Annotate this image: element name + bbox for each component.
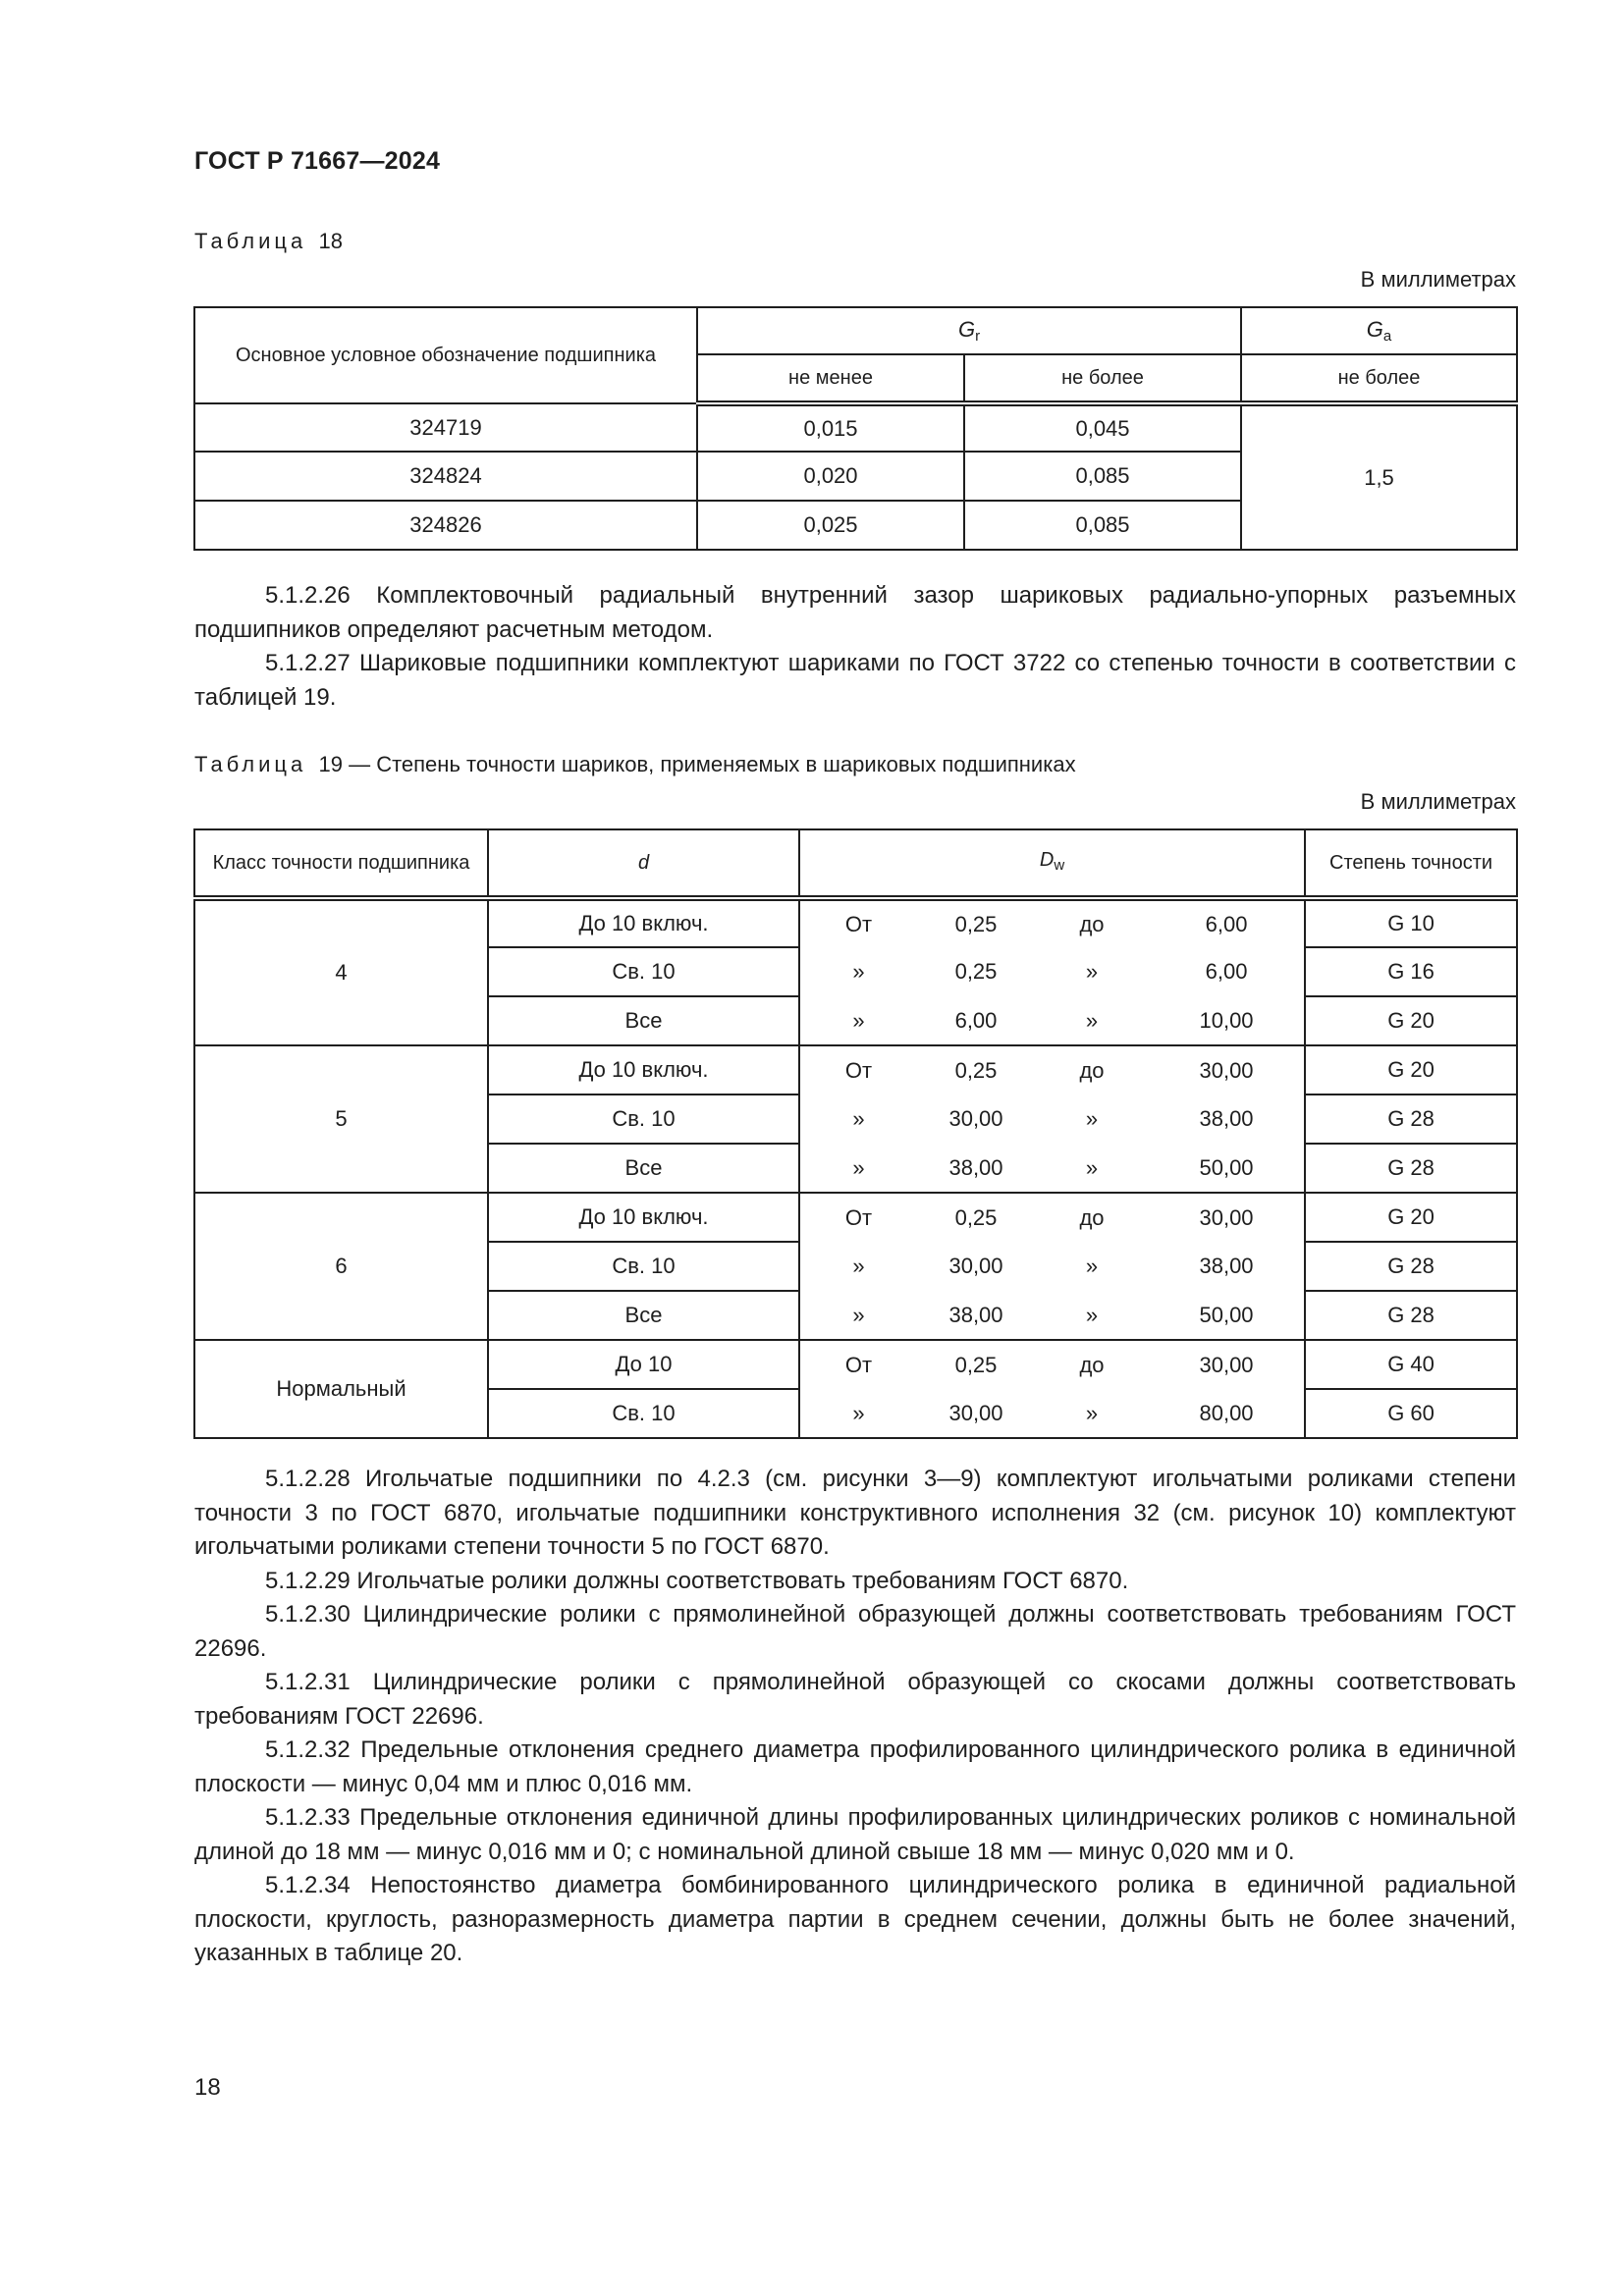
cell-grade: G 28: [1305, 1291, 1517, 1340]
cell-d: До 10 включ.: [488, 1193, 799, 1242]
cell-d: Св. 10: [488, 1389, 799, 1438]
cell-grade: G 10: [1305, 898, 1517, 947]
table19-caption: [194, 752, 1076, 777]
paragraph-5-1-2-32: 5.1.2.32 Предельные отклонения среднего диаметра профилированного цилиндрического ролика в единичной плоскости — минус 0,04 мм и плюс 0,016 мм.: [194, 1736, 1516, 1797]
cell-max: 30,00: [1149, 1193, 1305, 1242]
cell-max: 10,00: [1149, 996, 1305, 1045]
cell-to: до: [1035, 1340, 1149, 1389]
cell-max: 38,00: [1149, 1095, 1305, 1144]
cell-designation: 324719: [194, 403, 697, 452]
cell-gr-max: 0,045: [964, 403, 1241, 452]
paragraphs-block-b: [194, 1463, 1516, 1971]
cell-min: 0,25: [954, 959, 998, 984]
cell-grade: G 28: [1305, 1095, 1517, 1144]
cell-min: 30,00: [948, 1106, 1003, 1131]
cell-grade: G 60: [1305, 1389, 1517, 1438]
cell-gr-max: 0,085: [964, 501, 1241, 550]
header-designation: Основное условное обозначение подшипника: [194, 307, 697, 403]
table-row: [194, 1045, 1517, 1095]
cell-to: »: [1085, 1254, 1099, 1278]
header-ga: $G_a$: [1241, 307, 1517, 354]
header-d: d: [488, 829, 799, 898]
cell-gr-min: 0,015: [697, 403, 964, 452]
cell-from: »: [799, 1144, 917, 1193]
cell-min: 0,25: [954, 911, 998, 936]
cell-class: 6: [194, 1193, 488, 1340]
paragraphs-block-a: [194, 579, 1516, 715]
cell-to: до: [1035, 1045, 1149, 1095]
cell-from: От: [799, 898, 917, 947]
header-ga-max: не более: [1241, 354, 1517, 403]
cell-min: 0,25: [917, 1340, 1035, 1389]
paragraph-5-1-2-30: 5.1.2.30 Цилиндрические ролики с прямолинейной образующей должны соответствовать требованиям ГОСТ 22696.: [194, 1601, 1516, 1662]
paragraph-5-1-2-33: 5.1.2.33 Предельные отклонения единичной длины профилированных цилиндрических роликов с номинальной длиной до 18 мм — минус 0,016 мм и 0; с номинальной длиной свыше 18 мм — минус 0,020 мм и 0.: [194, 1804, 1516, 1865]
cell-d: До 10 включ.: [488, 898, 799, 947]
cell-from: »: [799, 1242, 917, 1291]
table19-caption-text: 19 — Степень точности шариков, применяемых в шариковых подшипниках: [318, 752, 1076, 776]
cell-from: От: [799, 1340, 917, 1389]
cell-d: Св. 10: [488, 947, 799, 996]
cell-from: От: [799, 1193, 917, 1242]
table18-caption-number: 18: [318, 229, 343, 253]
cell-min: 38,00: [917, 1291, 1035, 1340]
paragraph-5-1-2-26: 5.1.2.26 Комплектовочный радиальный внутренний зазор шариковых радиально-упорных разъемных подшипников определяют расчетным методом.: [194, 582, 1516, 643]
cell-max: 6,00: [1149, 898, 1305, 947]
cell-grade: G 40: [1305, 1340, 1517, 1389]
cell-grade: G 20: [1305, 1045, 1517, 1095]
paragraph-5-1-2-29: 5.1.2.29 Игольчатые ролики должны соответствовать требованиям ГОСТ 6870.: [265, 1567, 1129, 1594]
cell-from: »: [799, 947, 917, 996]
header-gr-max: не более: [964, 354, 1241, 403]
cell-designation: 324824: [194, 452, 697, 501]
cell-to: »: [1035, 1389, 1149, 1438]
cell-from: »: [799, 996, 917, 1045]
cell-gr-max: 0,085: [964, 452, 1241, 501]
cell-d: Все: [488, 1291, 799, 1340]
table18-caption-word: Таблица: [194, 229, 307, 253]
cell-min: 0,25: [917, 1193, 1035, 1242]
cell-ga-value: 1,5: [1241, 403, 1517, 550]
cell-to: »: [1085, 1106, 1099, 1131]
cell-class: Нормальный: [194, 1340, 488, 1438]
cell-min: 30,00: [917, 1389, 1035, 1438]
cell-to: до: [1035, 1193, 1149, 1242]
cell-class: 4: [194, 898, 488, 1045]
cell-max: 30,00: [1149, 1045, 1305, 1095]
cell-grade: G 20: [1305, 1193, 1517, 1242]
header-dw: $D_w$: [799, 829, 1305, 898]
paragraph-5-1-2-28: 5.1.2.28 Игольчатые подшипники по 4.2.3 (см. рисунки 3—9) комплектуют игольчатыми роликами степени точности 3 по ГОСТ 6870, игольчатые подшипники конструктивного исполнения 32 (см. рисунок 10) комплектуют игольчатыми роликами степени точности 5 по ГОСТ 6870.: [194, 1466, 1516, 1560]
document-title: ГОСТ Р 71667—2024: [194, 147, 441, 175]
cell-to: »: [1085, 959, 1099, 984]
cell-to: »: [1035, 996, 1149, 1045]
cell-max: 50,00: [1149, 1144, 1305, 1193]
header-grade: Степень точности: [1305, 829, 1517, 898]
header-gr: $G_r$: [697, 307, 1241, 354]
cell-max: 38,00: [1149, 1242, 1305, 1291]
cell-max: 80,00: [1149, 1389, 1305, 1438]
paragraph-5-1-2-34: 5.1.2.34 Непостоянство диаметра бомбинированного цилиндрического ролика в единичной радиальной плоскости, круглость, разноразмерность диаметра партии в среднем сечении, должны быть не более значений, указанных в таблице 20.: [194, 1872, 1516, 1966]
cell-to: до: [1079, 911, 1105, 936]
cell-from: »: [799, 1389, 917, 1438]
cell-min: 0,25: [917, 1045, 1035, 1095]
table-19: [193, 828, 1518, 1439]
cell-d: Все: [488, 1144, 799, 1193]
cell-from: »: [799, 1291, 917, 1340]
cell-max: 6,00: [1149, 947, 1305, 996]
paragraph-5-1-2-27: 5.1.2.27 Шариковые подшипники комплектуют шариками по ГОСТ 3722 со степенью точности в соответствии с таблицей 19.: [194, 650, 1516, 711]
cell-max: 50,00: [1149, 1291, 1305, 1340]
table18-units: В миллиметрах: [1360, 267, 1516, 292]
cell-d: Св. 10: [488, 1095, 799, 1144]
table-18: [193, 306, 1518, 551]
paragraph-5-1-2-31: 5.1.2.31 Цилиндрические ролики с прямолинейной образующей со скосами должны соответствовать требованиям ГОСТ 22696.: [194, 1669, 1516, 1730]
cell-from: От: [799, 1045, 917, 1095]
cell-gr-min: 0,025: [697, 501, 964, 550]
cell-min: 30,00: [948, 1254, 1003, 1278]
cell-grade: G 28: [1305, 1242, 1517, 1291]
cell-min: 38,00: [917, 1144, 1035, 1193]
table-row: [194, 1340, 1517, 1389]
cell-grade: G 16: [1305, 947, 1517, 996]
cell-d: До 10 включ.: [488, 1045, 799, 1095]
cell-grade: G 28: [1305, 1144, 1517, 1193]
page-number: 18: [194, 2074, 221, 2101]
table-row: [194, 1193, 1517, 1242]
cell-gr-min: 0,020: [697, 452, 964, 501]
cell-min: 6,00: [917, 996, 1035, 1045]
cell-d: До 10: [488, 1340, 799, 1389]
table19-caption-word: Таблица: [194, 752, 307, 776]
cell-class: 5: [194, 1045, 488, 1193]
cell-d: Св. 10: [488, 1242, 799, 1291]
table-row: [194, 403, 1517, 452]
cell-grade: G 20: [1305, 996, 1517, 1045]
header-class: Класс точности подшипника: [194, 829, 488, 898]
cell-to: »: [1035, 1291, 1149, 1340]
cell-designation: 324826: [194, 501, 697, 550]
table18-caption: [194, 229, 343, 254]
cell-max: 30,00: [1149, 1340, 1305, 1389]
header-gr-min: не менее: [697, 354, 964, 403]
cell-to: »: [1035, 1144, 1149, 1193]
cell-from: »: [799, 1095, 917, 1144]
cell-d: Все: [488, 996, 799, 1045]
table-row: [194, 898, 1517, 947]
table19-units: В миллиметрах: [1360, 789, 1516, 814]
